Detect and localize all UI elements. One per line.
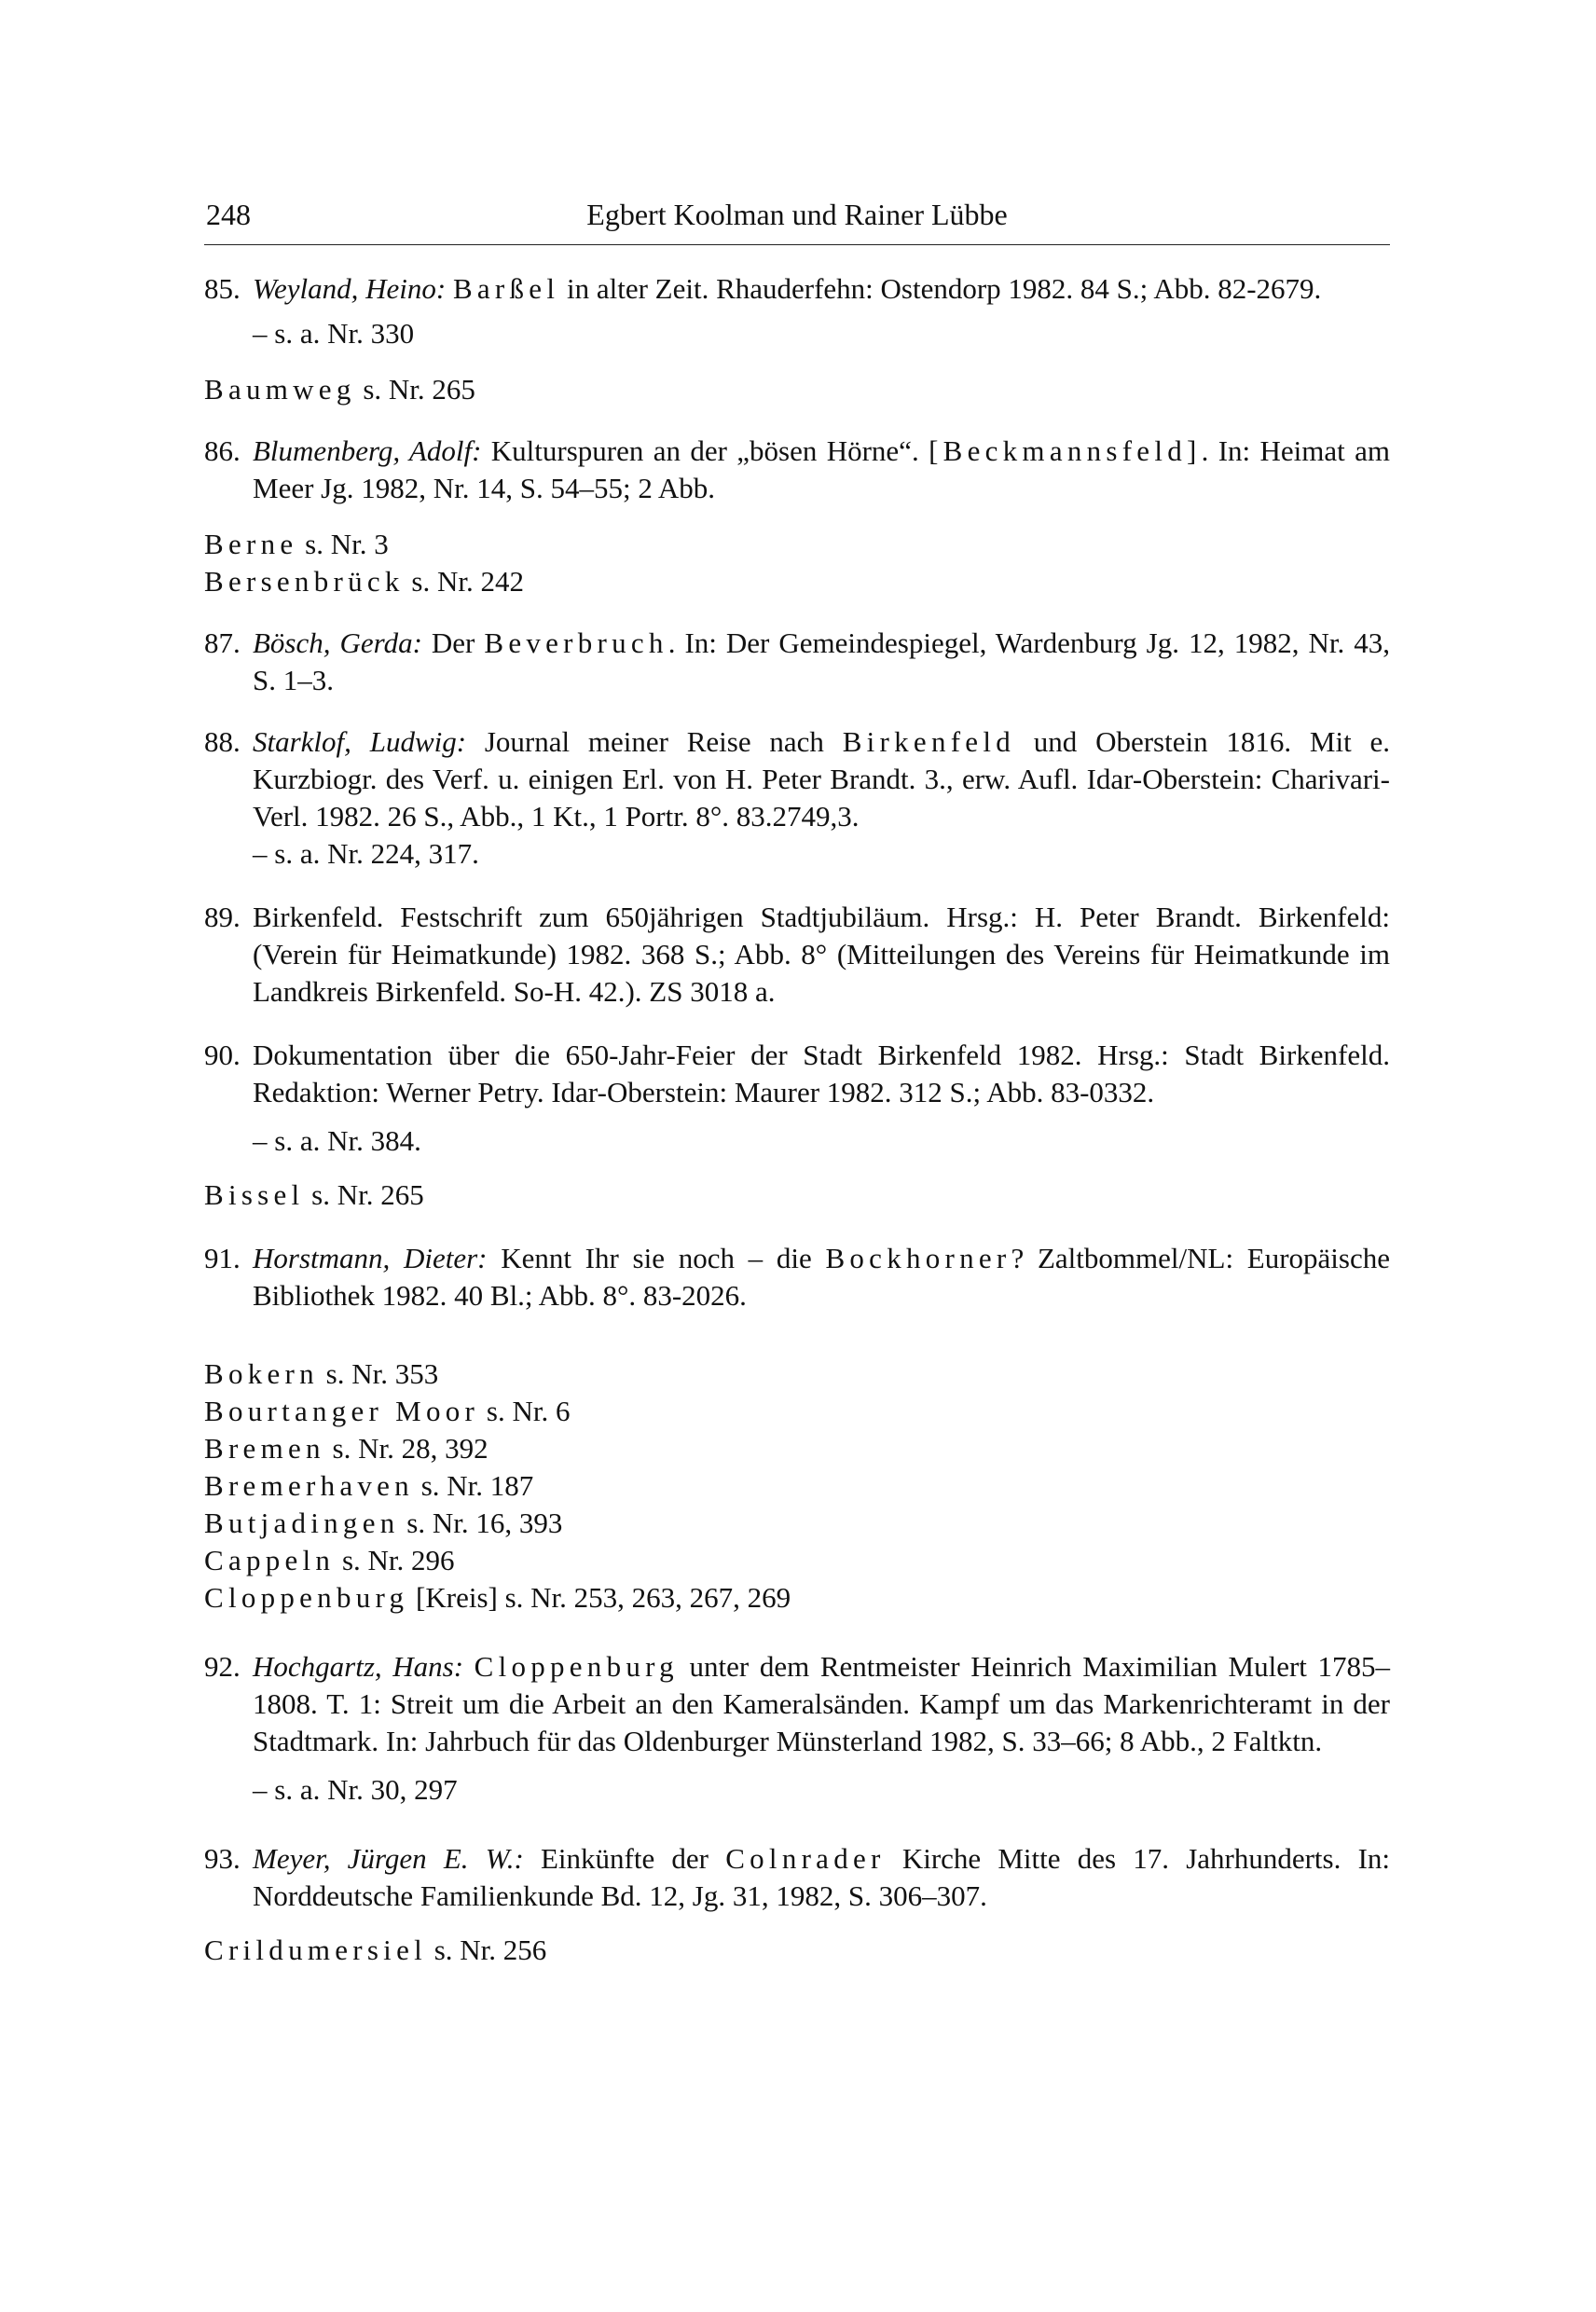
xref-term: Bremen: [204, 1432, 325, 1465]
entry-92: [204, 1648, 1390, 1760]
bibliography-list: [204, 270, 1390, 1969]
xref-berne: [204, 526, 1390, 563]
entry-number: 93.: [204, 1842, 241, 1875]
xref-baumweg: [204, 371, 1390, 408]
entry-text: . In: Heimat am Meer Jg. 1982, Nr. 14, S. 54–55; 2 Abb.: [253, 434, 1390, 504]
xref-term: Bokern: [204, 1357, 319, 1390]
entry-text: ? Zaltbommel/NL: Europäische Bibliothek 1982. 40 Bl.; Abb. 8°. 83-2026.: [253, 1242, 1390, 1312]
xref-ref: s. Nr. 16, 393: [399, 1507, 563, 1539]
xref-bokern: [204, 1356, 1390, 1393]
header-rule: [204, 244, 1390, 245]
xref-ref: s. Nr. 353: [318, 1357, 439, 1390]
xref-ref: [Kreis] s. Nr. 253, 263, 267, 269: [408, 1581, 791, 1614]
entry-text: Journal meiner Reise nach: [466, 725, 843, 758]
xref-term: Cappeln: [204, 1544, 336, 1576]
see-also: – s. a. Nr. 384.: [253, 1124, 421, 1157]
xref-ref: s. Nr. 296: [335, 1544, 455, 1576]
entry-90: [204, 1037, 1390, 1111]
entry-91: [204, 1240, 1390, 1314]
page-number: 248: [206, 198, 251, 231]
xref-ref: s. Nr. 6: [479, 1395, 571, 1427]
entry-87: [204, 625, 1390, 699]
entry-author: Weyland, Heino:: [253, 272, 447, 305]
entry-place: Birkenfeld: [842, 725, 1015, 758]
xref-term: Butjadingen: [204, 1507, 400, 1539]
entry-text: Dokumentation über die 650-Jahr-Feier der Stadt Birkenfeld 1982. Hrsg.: Stadt Birkenfeld. Redaktion: Werner Petry. Idar-Oberstein: Maurer 1982. 312 S.; Abb. 83-0332.: [253, 1039, 1390, 1108]
entry-place: Beverbruch: [484, 626, 668, 659]
entry-number: 92.: [204, 1650, 241, 1683]
entry-number: 91.: [204, 1242, 241, 1274]
entry-text: Der: [421, 626, 485, 659]
xref-term: Bersenbrück: [204, 565, 405, 598]
xref-term: Bissel: [204, 1178, 305, 1211]
entry-place: Cloppenburg: [474, 1650, 679, 1683]
xref-term: Bremerhaven: [204, 1469, 414, 1502]
entry-89: [204, 899, 1390, 1011]
xref-bersenbrueck: [204, 563, 1390, 600]
entry-number: 89.: [204, 901, 241, 933]
entry-text: unter dem Rentmeister Heinrich Maximilian Mulert 1785–1808. T. 1: Streit um die Arbeit an den Kameralsänden. Kampf um das Markenrichteramt in der Stadtmark. In: Jahrbuch für das Oldenburger Münsterland 1982, S. 33–66; 8 Abb., 2 Faltktn.: [253, 1650, 1391, 1757]
entry-author: Starklof, Ludwig:: [253, 725, 467, 758]
xref-term: Crildumersiel: [204, 1934, 427, 1966]
entry-85: [204, 270, 1390, 308]
xref-ref: s. Nr. 256: [426, 1934, 547, 1966]
see-also: – s. a. Nr. 224, 317.: [253, 837, 479, 870]
entry-place: [Beckmannsfeld]: [929, 434, 1202, 467]
running-title: Egbert Koolman und Rainer Lübbe: [586, 198, 1008, 231]
entry-text: [446, 272, 453, 305]
xref-bissel: [204, 1177, 1390, 1214]
entry-88: [204, 723, 1390, 835]
xref-cloppenburg: [204, 1579, 1390, 1617]
xref-ref: s. Nr. 265: [355, 373, 475, 406]
xref-term: Berne: [204, 528, 298, 560]
see-also: – s. a. Nr. 30, 297: [253, 1773, 458, 1806]
xref-ref: s. Nr. 28, 392: [324, 1432, 488, 1465]
xref-term: Cloppenburg: [204, 1581, 409, 1614]
entry-number: 87.: [204, 626, 241, 659]
xref-group: [204, 1356, 1390, 1617]
entry-text: Birkenfeld. Festschrift zum 650jährigen Stadtjubiläum. Hrsg.: H. Peter Brandt. Birkenfeld: (Verein für Heimatkunde) 1982. 368 S.; Abb. 8° (Mitteilungen des Vereins für Heimatkunde im Landkreis Birkenfeld. So-H. 42.). ZS 3018 a.: [253, 901, 1390, 1008]
entry-text: [463, 1650, 475, 1683]
xref-bourtanger-moor: [204, 1393, 1390, 1430]
entry-author: Meyer, Jürgen E. W.:: [253, 1842, 524, 1875]
entry-text: Kirche Mitte des 17. Jahrhunderts. In: Norddeutsche Familienkunde Bd. 12, Jg. 31, 1982, S. 306–307.: [253, 1842, 1391, 1912]
xref-term: Baumweg: [204, 373, 356, 406]
entry-93: [204, 1840, 1390, 1915]
xref-bremerhaven: [204, 1467, 1390, 1505]
entry-author: Blumenberg, Adolf:: [253, 434, 482, 467]
xref-ref: s. Nr. 187: [413, 1469, 534, 1502]
entry-text: in alter Zeit. Rhauderfehn: Ostendorp 1982. 84 S.; Abb. 82-2679.: [559, 272, 1322, 305]
xref-term: Bourtanger Moor: [204, 1395, 480, 1427]
entry-author: Horstmann, Dieter:: [253, 1242, 488, 1274]
entry-number: 90.: [204, 1039, 241, 1071]
xref-bremen: [204, 1430, 1390, 1467]
entry-place: Barßel: [452, 272, 560, 305]
xref-butjadingen: [204, 1505, 1390, 1542]
xref-ref: s. Nr. 3: [297, 528, 389, 560]
entry-text: Kennt Ihr sie noch – die: [487, 1242, 826, 1274]
see-also: – s. a. Nr. 330: [253, 317, 415, 350]
xref-ref: s. Nr. 242: [404, 565, 524, 598]
page-header: [204, 192, 1390, 237]
xref-crildumersiel: [204, 1932, 1390, 1969]
entry-place: Colnrader: [725, 1842, 886, 1875]
entry-author: Hochgartz, Hans:: [253, 1650, 464, 1683]
entry-place: Bockhorner: [825, 1242, 1011, 1274]
entry-number: 88.: [204, 725, 241, 758]
xref-ref: s. Nr. 265: [304, 1178, 424, 1211]
entry-text: Kulturspuren an der „bösen Hörne“.: [481, 434, 929, 467]
entry-number: 86.: [204, 434, 241, 467]
entry-86: [204, 433, 1390, 507]
xref-cappeln: [204, 1542, 1390, 1579]
entry-text: . In: Der Gemeindespiegel, Wardenburg Jg. 12, 1982, Nr. 43, S. 1–3.: [253, 626, 1390, 696]
entry-text: Einkünfte der: [523, 1842, 726, 1875]
entry-text: und Oberstein 1816. Mit e. Kurzbiogr. des Verf. u. einigen Erl. von H. Peter Brandt. 3., erw. Aufl. Idar-Oberstein: Charivari-Verl. 1982. 26 S., Abb., 1 Kt., 1 Portr. 8°. 83.2749,3.: [253, 725, 1391, 833]
entry-number: 85.: [204, 272, 241, 305]
entry-author: Bösch, Gerda:: [253, 626, 422, 659]
